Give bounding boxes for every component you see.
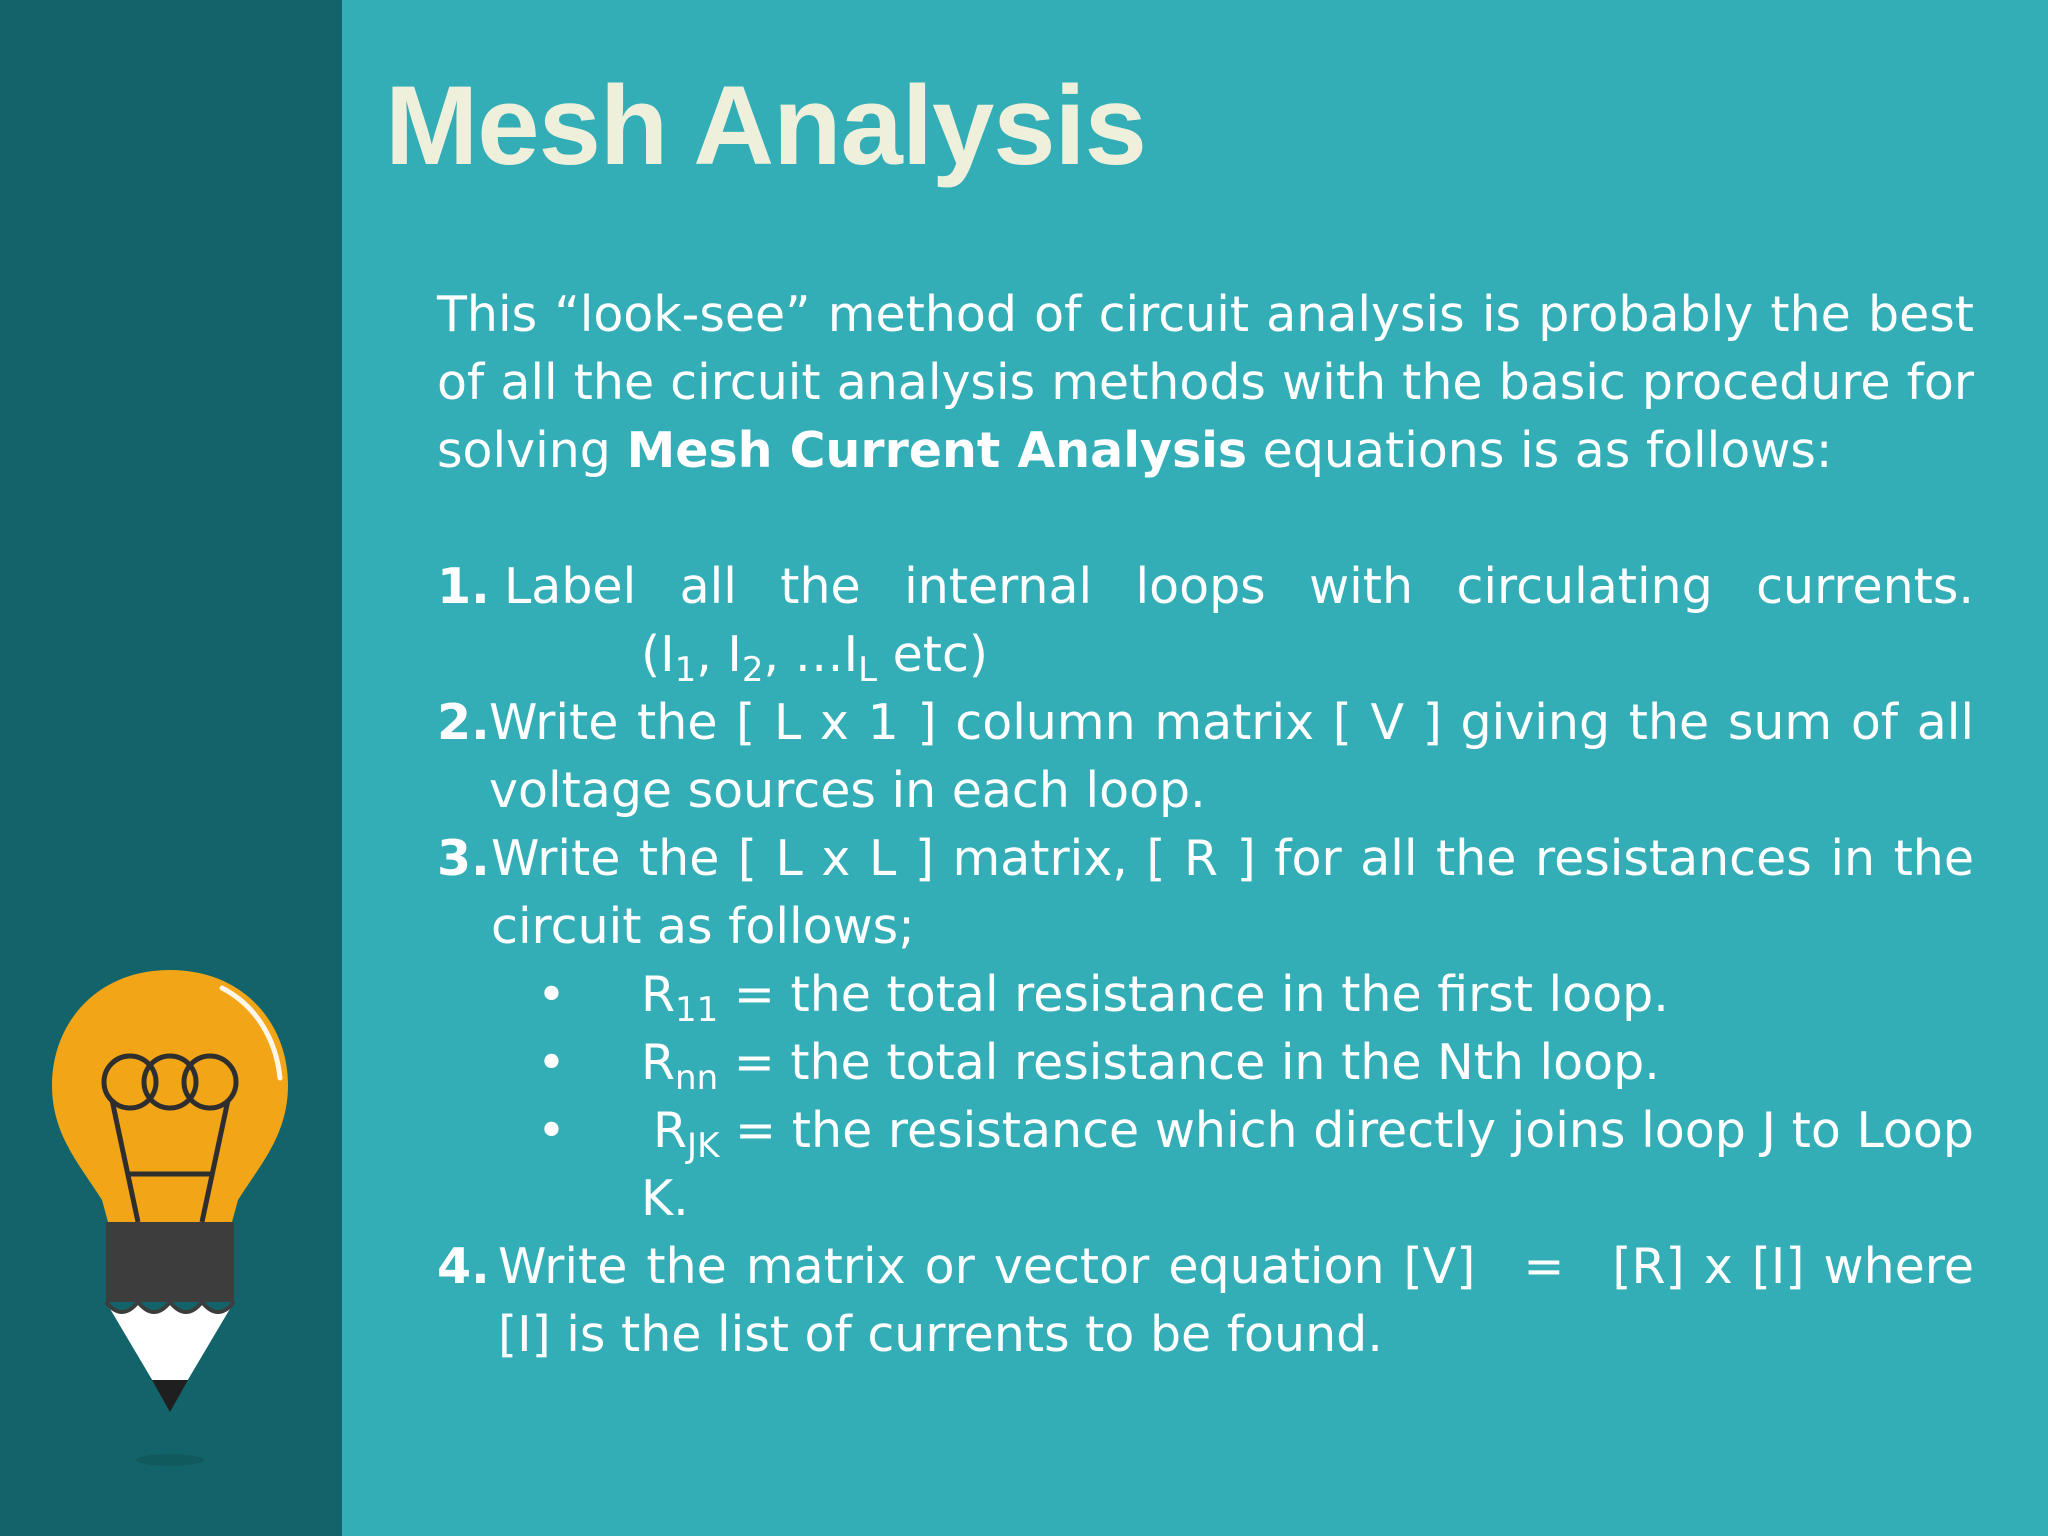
- intro-paragraph: [437, 281, 1974, 485]
- current-sub-1: 1: [674, 650, 697, 690]
- intro-text: This “look-see” method of circuit analysis is probably the best of all the circuit analysis methods with the basic procedure for solving: [437, 286, 1974, 479]
- step-1: [437, 553, 1974, 689]
- lightbulb-pencil-icon: [40, 960, 300, 1480]
- bullet-symbol: R: [641, 1034, 676, 1091]
- currents-close: etc): [877, 626, 989, 683]
- bullet-icon: •: [537, 1102, 566, 1159]
- current-sub-2: 2: [741, 650, 764, 690]
- intro-text-end: equations is as follows:: [1247, 422, 1833, 479]
- currents-open: (I: [641, 626, 675, 683]
- step-number: 3.: [437, 830, 490, 887]
- bullet-text: = the total resistance in the first loop.: [718, 966, 1669, 1023]
- bullet-subscript: JK: [687, 1126, 720, 1166]
- step-2-content: Write the [ L x 1 ] column matrix [ V ] giving the sum of all voltage sources in each loop.: [489, 694, 1974, 819]
- intro-bold-term: Mesh Current Analysis: [626, 422, 1248, 479]
- step-number: 2.: [437, 694, 490, 751]
- bullet-subscript: 11: [675, 990, 719, 1030]
- step-4: [437, 1233, 1974, 1369]
- step-number: 1.: [437, 558, 490, 615]
- current-sub-L: L: [858, 650, 878, 690]
- slide-body: [437, 281, 1974, 1369]
- bullet-symbol: R: [653, 1102, 688, 1159]
- currents-sep-2: , …I: [763, 626, 859, 683]
- bullet-text: = the total resistance in the Nth loop.: [718, 1034, 1660, 1091]
- step-4-text: [498, 1233, 1974, 1369]
- step-4-equals: =: [1523, 1238, 1565, 1295]
- step-4-text-a: Write the matrix or vector equation [V]: [498, 1238, 1476, 1295]
- bullet-r11: [437, 961, 1974, 1029]
- step-number: 4.: [437, 1238, 490, 1295]
- bullet-subscript: nn: [675, 1058, 719, 1098]
- bullet-symbol: R: [641, 966, 676, 1023]
- bullet-text: = the resistance which directly joins loop J to Loop K.: [641, 1102, 1974, 1227]
- currents-sep-1: , I: [696, 626, 742, 683]
- step-3-text: [491, 825, 1974, 961]
- step-2-text: [489, 689, 1974, 825]
- step-1-text: Label all the internal loops with circulating currents.: [504, 558, 1974, 615]
- step-4-text-b: [R] x [I] where [I] is the list of currents to be found.: [498, 1238, 1974, 1363]
- bullet-rjk: [437, 1097, 1974, 1233]
- step-3: [437, 825, 1974, 961]
- step-2: [437, 689, 1974, 825]
- slide-title: Mesh Analysis: [385, 63, 1146, 188]
- step-3-content: Write the [ L x L ] matrix, [ R ] for all the resistances in the circuit as follows;: [491, 830, 1974, 955]
- bullet-icon: •: [537, 1034, 566, 1091]
- bullet-icon: •: [537, 966, 566, 1023]
- step-1-currents: [641, 621, 1974, 689]
- bullet-rnn: [437, 1029, 1974, 1097]
